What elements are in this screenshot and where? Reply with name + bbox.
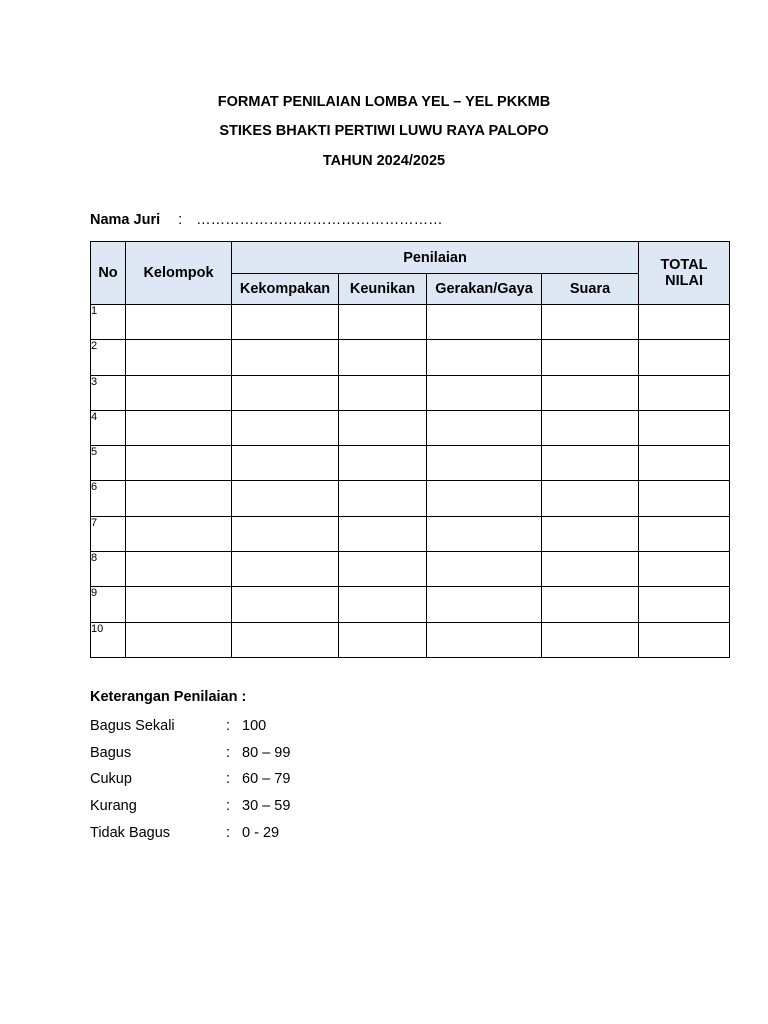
cell-suara[interactable] <box>542 410 639 445</box>
cell-gerakan-gaya[interactable] <box>427 552 542 587</box>
legend-item-value: 100 <box>242 718 267 734</box>
cell-gerakan-gaya[interactable] <box>427 340 542 375</box>
legend-title: Keterangan Penilaian : <box>90 689 247 705</box>
cell-kelompok[interactable] <box>126 622 232 657</box>
table-row <box>91 375 730 410</box>
cell-suara[interactable] <box>542 587 639 622</box>
legend-item-label: Cukup <box>90 771 132 788</box>
cell-suara[interactable] <box>542 622 639 657</box>
cell-gerakan-gaya[interactable] <box>427 375 542 410</box>
cell-total-nilai[interactable] <box>639 340 730 375</box>
document-title-line-2: STIKES BHAKTI PERTIWI LUWU RAYA PALOPO <box>219 123 549 139</box>
legend-item-label: Tidak Bagus <box>90 824 171 841</box>
legend-item-label: Kurang <box>90 798 137 815</box>
cell-no: 3 <box>91 375 126 410</box>
cell-kekompakan[interactable] <box>232 375 339 410</box>
legend-item <box>90 718 290 745</box>
legend-item-value: 30 – 59 <box>242 798 291 815</box>
table-row <box>91 587 730 622</box>
cell-kekompakan[interactable] <box>232 410 339 445</box>
legend-item-value: 60 – 79 <box>242 771 291 788</box>
legend-item-label: Bagus <box>90 744 132 761</box>
table-row <box>91 552 730 587</box>
cell-keunikan[interactable] <box>339 340 427 375</box>
header-no: No <box>91 242 126 305</box>
cell-total-nilai[interactable] <box>639 552 730 587</box>
table-row <box>91 516 730 551</box>
judge-name-blank: …………………………………………… <box>196 212 443 228</box>
cell-gerakan-gaya[interactable] <box>427 305 542 340</box>
judge-name-colon: : <box>178 212 183 228</box>
header-total-line-2: NILAI <box>665 273 703 289</box>
legend-item <box>90 825 290 852</box>
legend-item-value: 80 – 99 <box>242 744 291 761</box>
legend-item-colon: : <box>226 824 231 841</box>
scoring-table <box>90 241 730 658</box>
cell-no: 1 <box>91 305 126 340</box>
document-title-line-1: FORMAT PENILAIAN LOMBA YEL – YEL PKKMB <box>217 94 551 110</box>
judge-name-field <box>90 212 443 228</box>
cell-total-nilai[interactable] <box>639 410 730 445</box>
cell-kelompok[interactable] <box>126 587 232 622</box>
cell-kelompok[interactable] <box>126 552 232 587</box>
cell-no: 8 <box>91 552 126 587</box>
cell-suara[interactable] <box>542 516 639 551</box>
document-title-line-3: TAHUN 2024/2025 <box>322 153 446 169</box>
cell-suara[interactable] <box>542 481 639 516</box>
legend-item-colon: : <box>226 798 231 815</box>
header-keunikan: Keunikan <box>339 274 427 305</box>
cell-keunikan[interactable] <box>339 481 427 516</box>
table-row <box>91 622 730 657</box>
cell-total-nilai[interactable] <box>639 481 730 516</box>
cell-kekompakan[interactable] <box>232 481 339 516</box>
table-row <box>91 410 730 445</box>
cell-kelompok[interactable] <box>126 410 232 445</box>
cell-total-nilai[interactable] <box>639 305 730 340</box>
cell-suara[interactable] <box>542 375 639 410</box>
cell-gerakan-gaya[interactable] <box>427 446 542 481</box>
cell-keunikan[interactable] <box>339 375 427 410</box>
legend-item <box>90 771 290 798</box>
cell-no: 6 <box>91 481 126 516</box>
legend-item-value: 0 - 29 <box>242 824 280 841</box>
cell-no: 4 <box>91 410 126 445</box>
cell-no: 2 <box>91 340 126 375</box>
cell-gerakan-gaya[interactable] <box>427 516 542 551</box>
legend-item-colon: : <box>226 771 231 788</box>
legend-item-label: Bagus Sekali <box>90 718 175 734</box>
cell-suara[interactable] <box>542 340 639 375</box>
cell-gerakan-gaya[interactable] <box>427 587 542 622</box>
judge-name-label: Nama Juri <box>90 212 161 228</box>
cell-kelompok[interactable] <box>126 340 232 375</box>
cell-suara[interactable] <box>542 305 639 340</box>
cell-total-nilai[interactable] <box>639 446 730 481</box>
cell-kelompok[interactable] <box>126 375 232 410</box>
cell-kekompakan[interactable] <box>232 305 339 340</box>
cell-gerakan-gaya[interactable] <box>427 481 542 516</box>
cell-total-nilai[interactable] <box>639 622 730 657</box>
cell-keunikan[interactable] <box>339 622 427 657</box>
cell-total-nilai[interactable] <box>639 516 730 551</box>
header-total-line-1: TOTAL <box>660 257 708 273</box>
cell-keunikan[interactable] <box>339 410 427 445</box>
cell-kekompakan[interactable] <box>232 446 339 481</box>
cell-kelompok[interactable] <box>126 305 232 340</box>
cell-no: 10 <box>91 622 126 657</box>
cell-kekompakan[interactable] <box>232 552 339 587</box>
table-row <box>91 446 730 481</box>
header-kekompakan: Kekompakan <box>232 274 339 305</box>
table-row <box>91 340 730 375</box>
cell-kekompakan[interactable] <box>232 587 339 622</box>
legend-item <box>90 745 290 772</box>
legend-list <box>90 718 290 851</box>
header-kelompok: Kelompok <box>126 242 232 305</box>
cell-kekompakan[interactable] <box>232 516 339 551</box>
cell-kekompakan[interactable] <box>232 340 339 375</box>
cell-keunikan[interactable] <box>339 552 427 587</box>
scoring-table-body <box>91 305 730 658</box>
table-row <box>91 305 730 340</box>
header-gerakan-gaya: Gerakan/Gaya <box>427 274 542 305</box>
cell-keunikan[interactable] <box>339 446 427 481</box>
cell-keunikan[interactable] <box>339 516 427 551</box>
cell-no: 7 <box>91 516 126 551</box>
cell-total-nilai[interactable] <box>639 375 730 410</box>
cell-suara[interactable] <box>542 552 639 587</box>
cell-no: 5 <box>91 446 126 481</box>
cell-kelompok[interactable] <box>126 481 232 516</box>
cell-keunikan[interactable] <box>339 305 427 340</box>
cell-total-nilai[interactable] <box>639 587 730 622</box>
cell-suara[interactable] <box>542 446 639 481</box>
legend-item-colon: : <box>226 718 231 734</box>
legend-item-colon: : <box>226 744 231 761</box>
header-suara: Suara <box>542 274 639 305</box>
header-penilaian: Penilaian <box>232 242 639 274</box>
cell-keunikan[interactable] <box>339 587 427 622</box>
legend-item <box>90 798 290 825</box>
cell-kelompok[interactable] <box>126 446 232 481</box>
cell-gerakan-gaya[interactable] <box>427 410 542 445</box>
header-total-nilai <box>639 242 730 305</box>
cell-gerakan-gaya[interactable] <box>427 622 542 657</box>
table-row <box>91 481 730 516</box>
cell-no: 9 <box>91 587 126 622</box>
cell-kelompok[interactable] <box>126 516 232 551</box>
cell-kekompakan[interactable] <box>232 622 339 657</box>
